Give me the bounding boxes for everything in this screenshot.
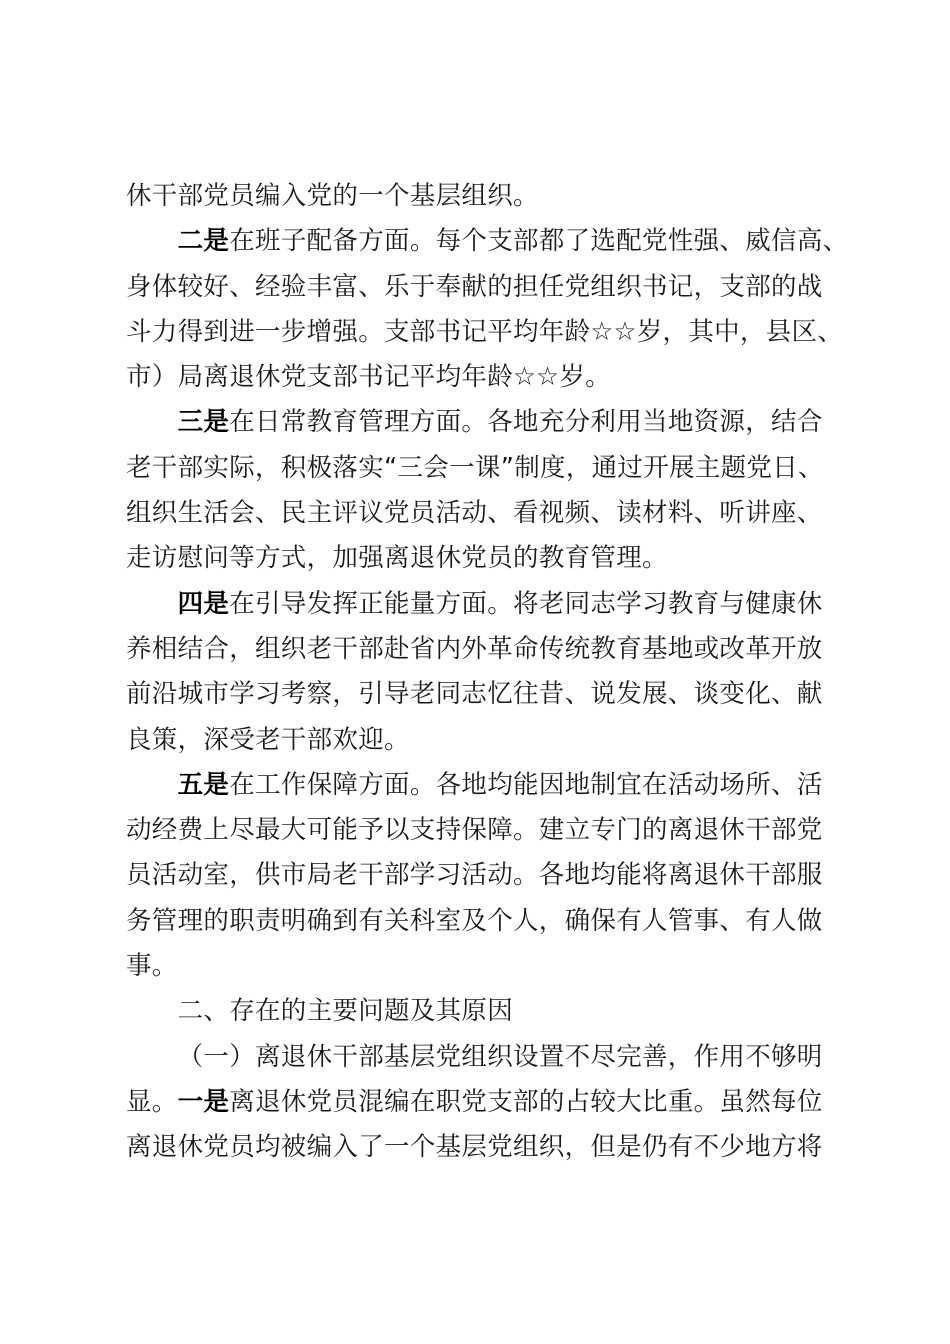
paragraph-problem-one: [126, 1035, 834, 1171]
text-line: 五是在工作保障方面。各地均能因地制宜在活动场所、活: [177, 769, 823, 800]
text-line: 二是在班子配备方面。每个支部都了选配党性强、威信高、: [177, 226, 849, 257]
lead-label: 二是: [177, 226, 230, 257]
text-line: 身体较好、经验丰富、乐于奉献的担任党组织书记，支部的战: [126, 271, 823, 302]
lead-label: 三是: [177, 407, 230, 438]
paragraph-continuation: [126, 174, 834, 219]
text-line: 三是在日常教育管理方面。各地充分利用当地资源，结合: [177, 407, 823, 438]
lead-label: 四是: [177, 588, 230, 619]
text-line: 市）局离退休党支部书记平均年龄☆☆岁。: [126, 362, 611, 393]
section-heading: [126, 989, 834, 1034]
text-line: 四是在引导发挥正能量方面。将老同志学习教育与健康休: [177, 588, 823, 619]
text-line: 事。: [126, 951, 178, 982]
text-line: 休干部党员编入党的一个基层组织。: [126, 181, 539, 211]
text-line: （一）离退休干部基层党组织设置不尽完善，作用不够明: [177, 1041, 823, 1072]
text-line: 二、存在的主要问题及其原因: [177, 996, 514, 1027]
text-line: 养相结合，组织老干部赴省内外革命传统教育基地或改革开放: [126, 633, 823, 664]
lead-label: 五是: [177, 769, 230, 800]
paragraph-work-guarantee: [126, 763, 834, 989]
paragraph-daily-education: [126, 400, 834, 581]
text-line: 组织生活会、民主评议党员活动、看视频、读材料、听讲座、: [126, 498, 823, 529]
text-line: 走访慰问等方式，加强离退休党员的教育管理。: [126, 543, 668, 574]
paragraph-positive-energy: [126, 582, 834, 763]
text-line: 良策，深受老干部欢迎。: [126, 724, 410, 755]
text-line: 动经费上尽最大可能予以支持保障。建立专门的离退休干部党: [126, 815, 823, 846]
text-line: 前沿城市学习考察，引导老同志忆往昔、说发展、谈变化、献: [126, 679, 823, 710]
document-body: [126, 174, 849, 1171]
paragraph-team-staffing: [126, 219, 849, 400]
text-line: 显。一是离退休党员混编在职党支部的占较大比重。虽然每位: [126, 1086, 823, 1117]
text-line: 老干部实际，积极落实“三会一课”制度，通过开展主题党日、: [126, 452, 824, 483]
text-line: 员活动室，供市局老干部学习活动。各地均能将离退休干部服: [126, 860, 823, 891]
lead-label: 一是: [177, 1086, 230, 1117]
text-line: 离退休党员均被编入了一个基层党组织，但是仍有不少地方将: [126, 1132, 823, 1163]
text-line: 斗力得到进一步增强。支部书记平均年龄☆☆岁，其中，县区、: [126, 316, 844, 347]
text-line: 务管理的职责明确到有关科室及个人，确保有人管事、有人做: [126, 905, 823, 936]
